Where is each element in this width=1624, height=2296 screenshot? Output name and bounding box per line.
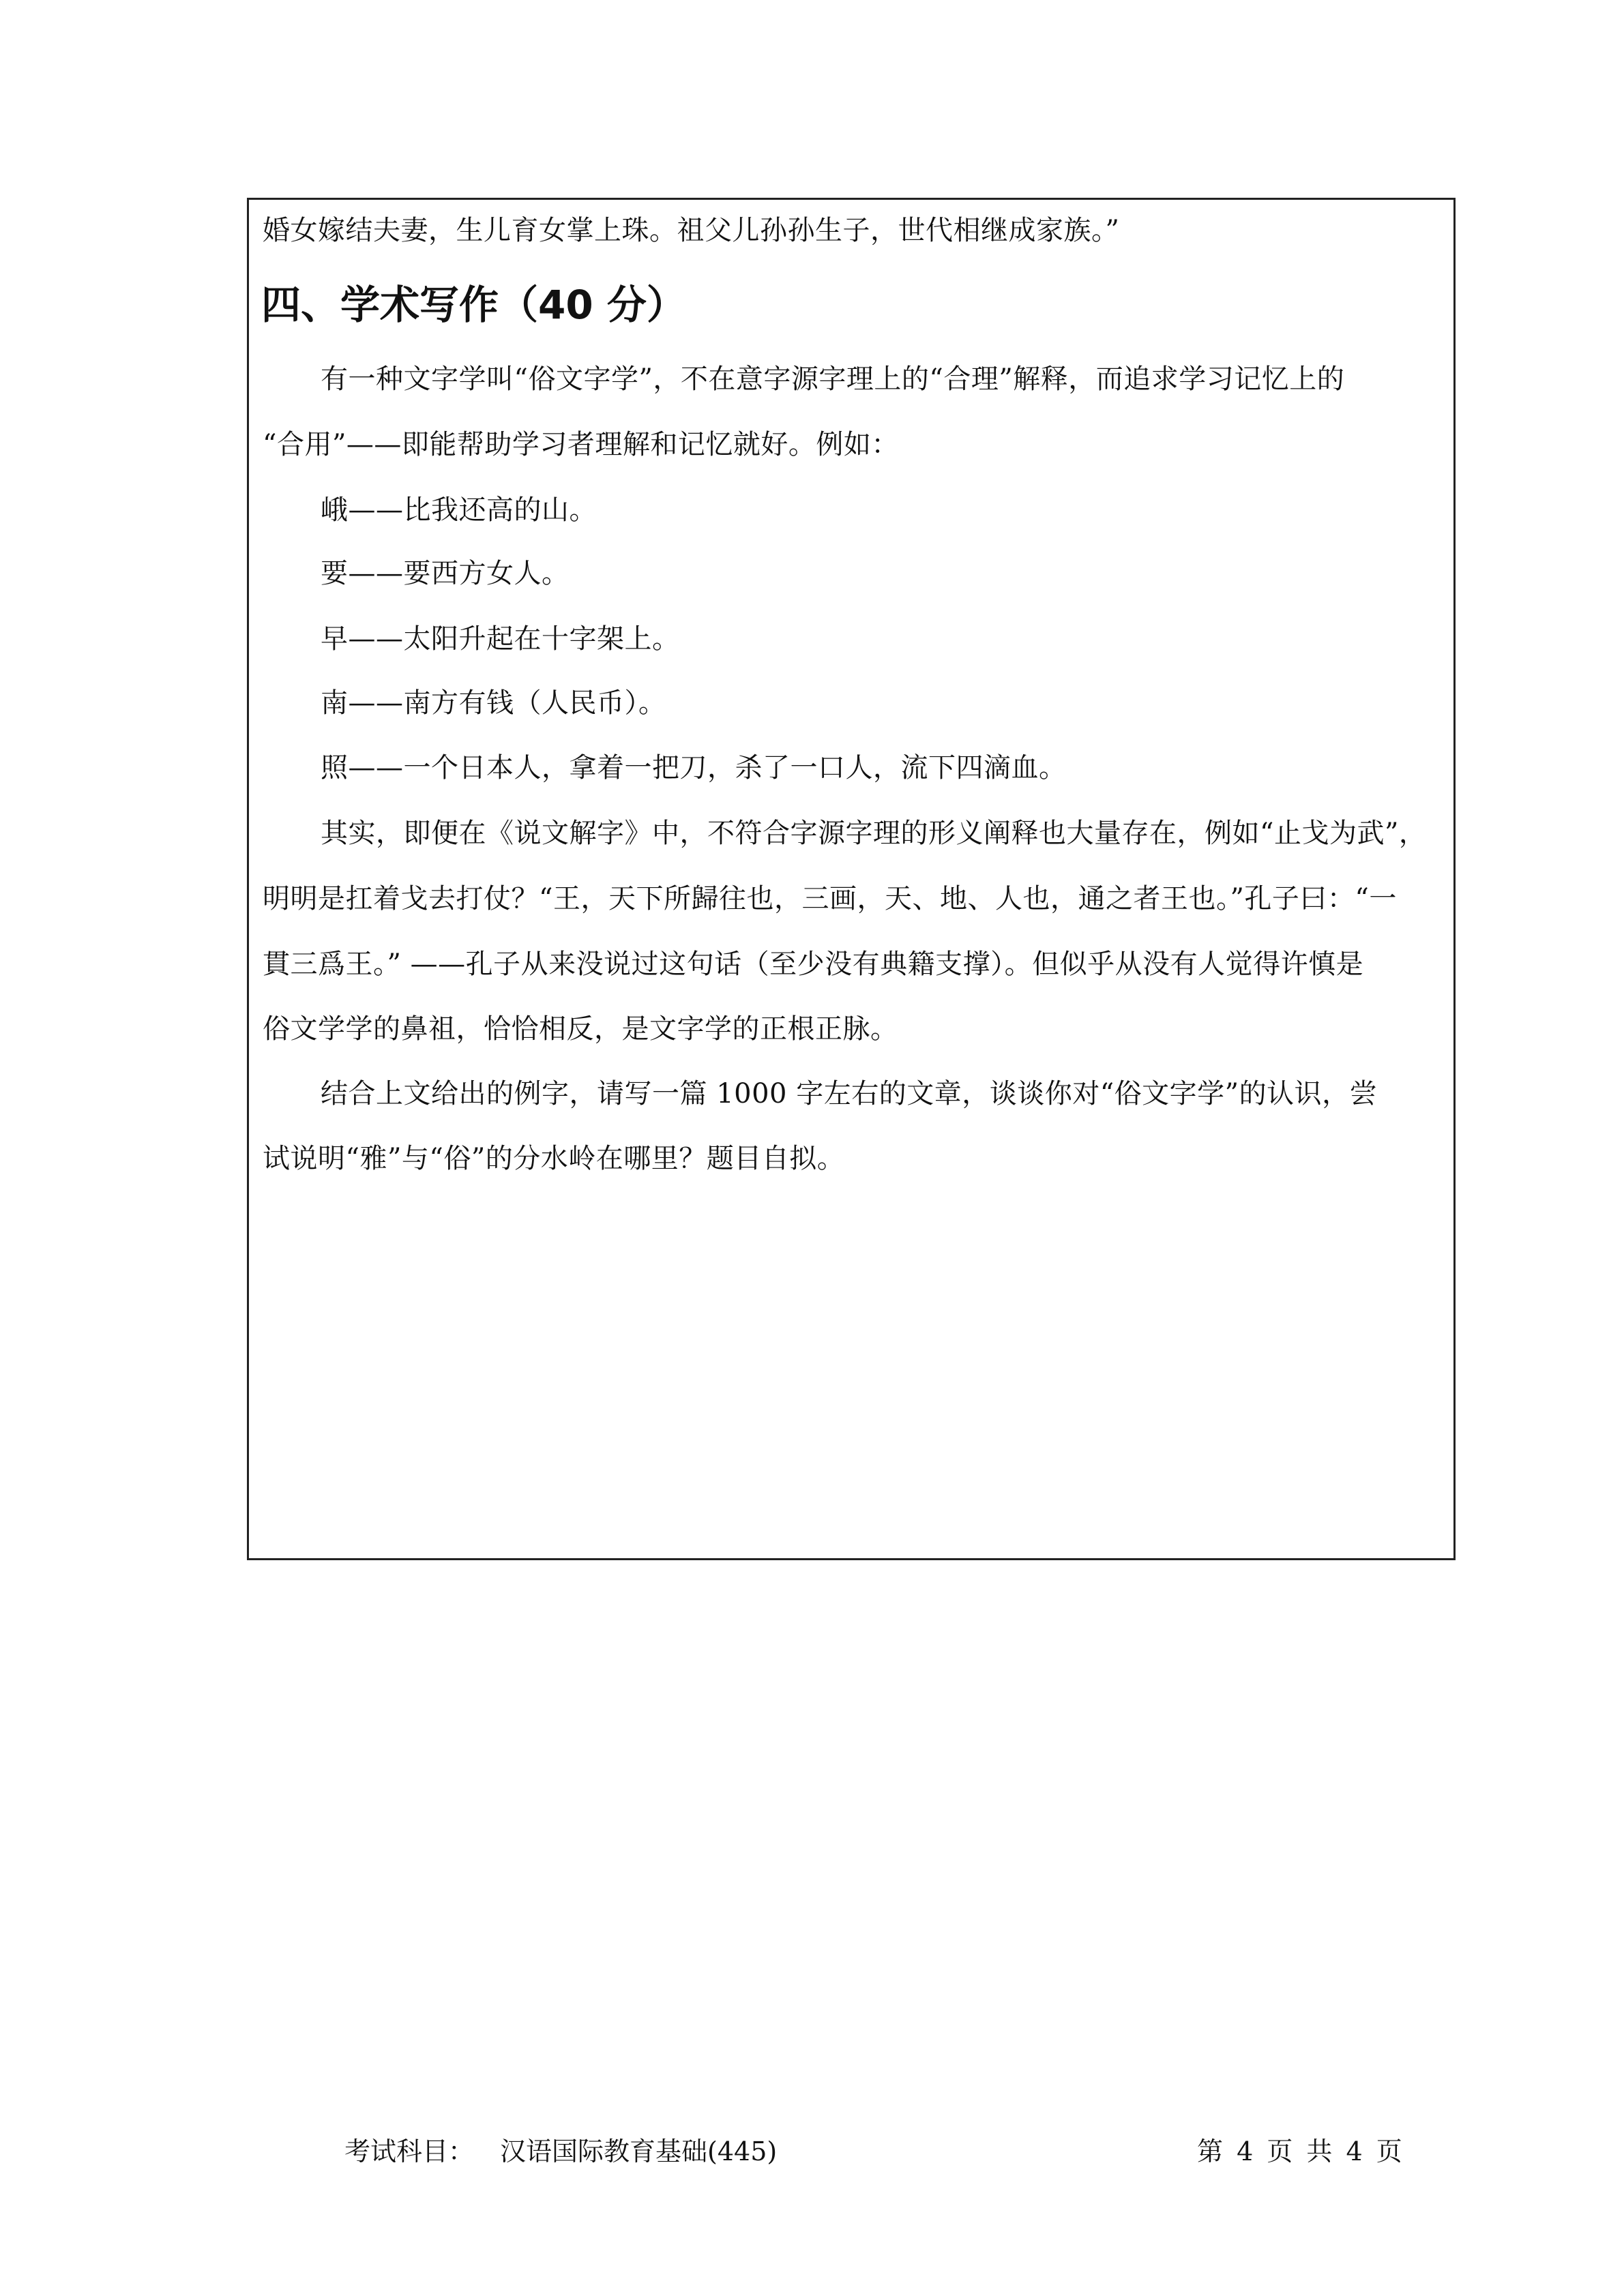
paragraph2-line-4: 俗文学学的鼻祖，恰恰相反，是文字学的正根正脉。 bbox=[263, 1013, 898, 1045]
paragraph3-line-2: 试说明“雅”与“俗”的分水岭在哪里？题目自拟。 bbox=[263, 1143, 845, 1174]
paragraph2-line-3: 貫三爲王。” ——孔子从来没说过这句话（至少没有典籍支撑）。但似乎从没有人觉得许慎是 bbox=[263, 949, 1364, 980]
paragraph1-line-2: “合用”——即能帮助学习者理解和记忆就好。例如： bbox=[263, 429, 899, 460]
example-line-5: 照——一个日本人，拿着一把刀，杀了一口人，流下四滴血。 bbox=[321, 752, 1067, 784]
example-line-3: 早——太阳升起在十字架上。 bbox=[321, 623, 680, 655]
question-frame bbox=[247, 198, 1456, 1560]
continued-text-line: 婚女嫁结夫妻，生儿育女掌上珠。祖父儿孙孙生子，世代相继成家族。” bbox=[263, 215, 1120, 246]
paragraph2-line-1: 其实，即便在《说文解字》中，不符合字源字理的形义阐释也大量存在，例如“止戈为武”， bbox=[321, 818, 1427, 849]
example-line-2: 要——要西方女人。 bbox=[321, 558, 570, 589]
paragraph1-line-1: 有一种文字学叫“俗文字学”，不在意字源字理上的“合理”解释，而追求学习记忆上的 bbox=[321, 363, 1345, 395]
section-heading: 四、学术写作（40 分） bbox=[261, 282, 686, 328]
footer-subject-name: 汉语国际教育基础(445) bbox=[500, 2136, 778, 2166]
paragraph2-line-2: 明明是扛着戈去打仗？“王，天下所歸往也，三画，天、地、人也，通之者王也。”孔子曰：“一 bbox=[263, 883, 1397, 914]
example-line-4: 南——南方有钱（人民币）。 bbox=[321, 687, 666, 719]
footer-subject-label: 考试科目： bbox=[344, 2136, 475, 2166]
footer-page-info: 第 4 页 共 4 页 bbox=[1197, 2136, 1402, 2166]
example-line-1: 峨——比我还高的山。 bbox=[321, 494, 597, 526]
paragraph3-line-1: 结合上文给出的例字，请写一篇 1000 字左右的文章，谈谈你对“俗文字学”的认识，尝 bbox=[321, 1078, 1378, 1109]
footer-subject bbox=[344, 2136, 777, 2167]
